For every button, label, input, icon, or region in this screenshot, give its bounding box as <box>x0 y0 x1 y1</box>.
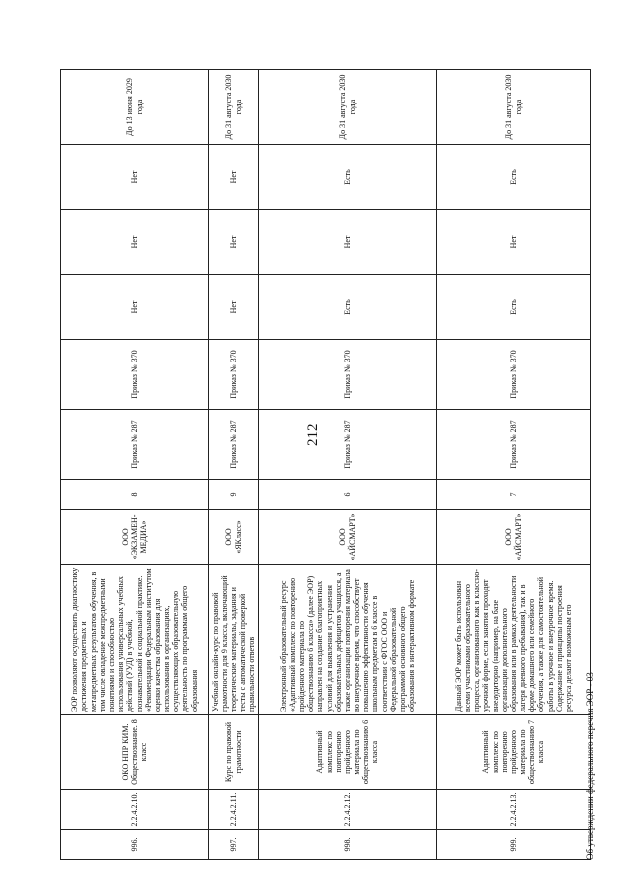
resource-name: Адаптивный комплекс по повторению пройденного материала по обществознанию 6 класса <box>259 715 437 790</box>
resource-description: ЭОР позволяют осуществить диагностику достижения предметных и метапредметных результатов обучения, в том числе овладение межпредметными понятиями и способностью использования универсальных учебных действий (УУД) в учебной, познавательной и социальной практике. «Рекомендации Федеральным институтом оценки качества образования для использования в организациях, осуществляющих образовательную деятельность по программам общего образования <box>61 565 209 715</box>
organization: ООО «ЯКласс» <box>209 510 259 565</box>
row-code: 2.2.4.2.13. <box>437 790 591 830</box>
row-number: 997. <box>209 830 259 860</box>
deadline: До 31 августа 2030 года <box>437 70 591 145</box>
order-1: Приказ № 287 <box>437 410 591 480</box>
document-footnote: Об утверждении федерального перечня ЭОР - 03 <box>585 672 595 860</box>
order-2: Приказ № 370 <box>259 340 437 410</box>
col-flag-3: Есть <box>259 145 437 210</box>
order-1: Приказ № 287 <box>61 410 209 480</box>
col-flag-2: Нет <box>259 210 437 275</box>
order-1: Приказ № 287 <box>259 410 437 480</box>
order-2: Приказ № 370 <box>209 340 259 410</box>
page-number: 212 <box>305 423 321 446</box>
grade: 9 <box>209 480 259 510</box>
table-row <box>61 70 209 860</box>
resource-name: Курс по правовой грамотности <box>209 715 259 790</box>
order-1: Приказ № 287 <box>209 410 259 480</box>
resource-description: Электронный образовательный ресурс «Адаптивный комплекс по повторению пройденного материала по обществознанию 6 класса» (далее ЭОР) направлен на создание благоприятных условий для выявления и устранения образовательных дефицитов учащихся, а также организации повторения материала во внеурочное время, что способствует повышению эффективности обучения школьным предметам в 6 классе в соответствии с ФГОС ООО и Федеральной образовательной программой основного общего образования в интерактивном формате <box>259 565 437 715</box>
row-number: 999. <box>437 830 591 860</box>
deadline: До 13 июня 2029 года <box>61 70 209 145</box>
table-row <box>209 70 259 860</box>
deadline: До 31 августа 2030 года <box>209 70 259 145</box>
resource-name: ОКО НПР КИМ. Обществознание. 8 класс <box>61 715 209 790</box>
row-code: 2.2.4.2.11. <box>209 790 259 830</box>
row-number: 998. <box>259 830 437 860</box>
resource-description: Данный ЭОР может быть использован всеми участниками образовательного процесса, организованного как в классно-урочной форме, если занятия проходят внеаудиторно (например, на базе организации дополнительного образования или в рамках деятельности лагеря дневного пребывания), так и в форме домашнего или семейного обучения, а также для самостоятельной работы в урочное и внеурочное время. Содержание и принципы построения ресурса делают возможным его <box>437 565 591 715</box>
col-flag-1: Есть <box>259 275 437 340</box>
col-flag-3: Нет <box>61 145 209 210</box>
row-code: 2.2.4.2.10. <box>61 790 209 830</box>
resource-name: Адаптивный комплекс по повторению пройденного материала по обществознанию 7 класса <box>437 715 591 790</box>
resource-description: Учебный онлайн-курс по правовой грамотности для 9 класса, включающий теоретические материалы, задания и тесты с автоматической проверкой правильности ответов <box>209 565 259 715</box>
col-flag-2: Нет <box>209 210 259 275</box>
grade: 6 <box>259 480 437 510</box>
row-number: 996. <box>61 830 209 860</box>
table-row <box>259 70 437 860</box>
col-flag-3: Есть <box>437 145 591 210</box>
col-flag-1: Есть <box>437 275 591 340</box>
registry-table <box>60 70 590 860</box>
organization: ООО «ЭКЗАМЕН-МЕДИА» <box>61 510 209 565</box>
row-code: 2.2.4.2.12. <box>259 790 437 830</box>
table-row <box>437 70 591 860</box>
organization: ООО «АЙСМАРТ» <box>259 510 437 565</box>
deadline: До 31 августа 2030 года <box>259 70 437 145</box>
col-flag-1: Нет <box>209 275 259 340</box>
col-flag-1: Нет <box>61 275 209 340</box>
grade: 7 <box>437 480 591 510</box>
grade: 8 <box>61 480 209 510</box>
organization: ООО «АЙСМАРТ» <box>437 510 591 565</box>
order-2: Приказ № 370 <box>437 340 591 410</box>
col-flag-2: Нет <box>437 210 591 275</box>
order-2: Приказ № 370 <box>61 340 209 410</box>
col-flag-2: Нет <box>61 210 209 275</box>
col-flag-3: Нет <box>209 145 259 210</box>
